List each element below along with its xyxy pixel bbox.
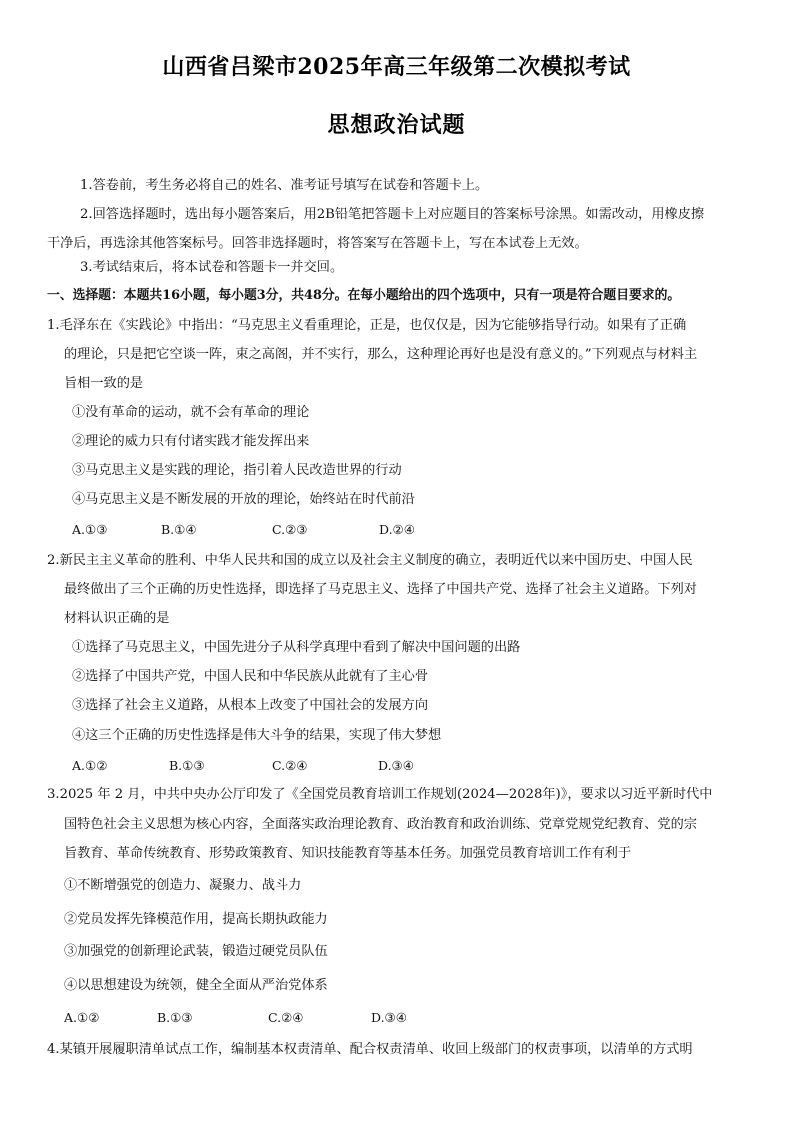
notice-line-2a: 2.回答选择题时，选出每小题答案后，用2B铅笔把答题卡上对应题目的答案标号涂黑。如需改动，用橡皮擦 xyxy=(80,207,705,222)
q2-statement-3: ③选择了社会主义道路，从根本上改变了中国社会的发展方向 xyxy=(72,698,429,713)
q2-stem-line-1: 2.新民主主义革命的胜利、中华人民共和国的成立以及社会主义制度的确立，表明近代以来中国历史、中国人民 xyxy=(47,553,693,568)
q2-option-c: C.②④ xyxy=(272,758,308,773)
q2-statement-1: ①选择了马克思主义，中国先进分子从科学真理中看到了解决中国问题的出路 xyxy=(72,640,521,655)
notice-line-1: 1.答卷前，考生务必将自己的姓名、准考证号填写在试卷和答题卡上。 xyxy=(80,178,489,193)
q2-option-d: D.③④ xyxy=(378,758,414,773)
q1-option-d: D.②④ xyxy=(379,522,415,537)
q1-statement-3: ③马克思主义是实践的理论，指引着人民改造世界的行动 xyxy=(72,463,402,478)
q1-option-a: A.①③ xyxy=(72,522,108,537)
section-heading: 一、选择题：本题共16小题，每小题3分，共48分。在每小题给出的四个选项中，只有一项是符合题目要求的。 xyxy=(47,288,681,303)
q1-statement-4: ④马克思主义是不断发展的开放的理论，始终站在时代前沿 xyxy=(72,492,415,507)
q1-stem-line-1: 1.毛泽东在《实践论》中指出：“马克思主义看重理论，正是，也仅仅是，因为它能够指导行动。如果有了正确 xyxy=(47,318,687,333)
notice-line-3: 3.考试结束后，将本试卷和答题卡一并交回。 xyxy=(80,260,344,275)
q2-stem-line-3: 材料认识正确的是 xyxy=(64,611,170,626)
q2-option-a: A.①② xyxy=(72,758,108,773)
q3-statement-4: ④以思想建设为统领，健全全面从严治党体系 xyxy=(64,978,328,993)
q1-statement-1: ①没有革命的运动，就不会有革命的理论 xyxy=(72,405,310,420)
q2-options xyxy=(0,757,793,775)
q3-option-c: C.②④ xyxy=(268,1010,304,1025)
q3-option-a: A.①② xyxy=(64,1010,100,1025)
q1-statement-2: ②理论的威力只有付诸实践才能发挥出来 xyxy=(72,434,310,449)
q1-option-b: B.①④ xyxy=(161,522,197,537)
q1-stem-line-3: 旨相一致的是 xyxy=(64,376,144,391)
q3-options xyxy=(0,1009,793,1027)
q2-option-b: B.①③ xyxy=(169,758,205,773)
q3-stem-line-2: 国特色社会主义思想为核心内容，全面落实政治理论教育、政治教育和政治训练、党章党规党纪教育、党的宗 xyxy=(64,817,697,832)
q2-statement-4: ④这三个正确的历史性选择是伟大斗争的结果，实现了伟大梦想 xyxy=(72,728,442,743)
q3-statement-2: ②党员发挥先锋模范作用，提高长期执政能力 xyxy=(64,912,328,927)
q2-statement-2: ②选择了中国共产党，中国人民和中华民族从此就有了主心骨 xyxy=(72,669,429,684)
q4-stem-line-1: 4.某镇开展履职清单试点工作，编制基本权责清单、配合权责清单、收回上级部门的权责事项，以清单的方式明 xyxy=(47,1042,693,1057)
notice-line-2b: 干净后，再选涂其他答案标号。回答非选择题时，将答案写在答题卡上，写在本试卷上无效。 xyxy=(47,236,588,251)
exam-title: 山西省吕梁市2025年高三年级第二次模拟考试 xyxy=(162,54,631,80)
subject-title: 思想政治试题 xyxy=(327,112,466,138)
q3-statement-3: ③加强党的创新理论武装，锻造过硬党员队伍 xyxy=(64,944,328,959)
q2-stem-line-2: 最终做出了三个正确的历史性选择，即选择了马克思主义、选择了中国共产党、选择了社会主义道路。下列对 xyxy=(64,582,697,597)
q1-option-c: C.②③ xyxy=(272,522,308,537)
q3-option-b: B.①③ xyxy=(157,1010,193,1025)
q1-stem-line-2: 的理论，只是把它空谈一阵，束之高阁，并不实行，那么，这种理论再好也是没有意义的。”下列观点与材料主 xyxy=(64,347,698,362)
q1-options xyxy=(0,521,793,539)
q3-stem-line-1: 3.2025 年 2 月，中共中央办公厅印发了《全国党员教育培训工作规划(2024—2028年)》，要求以习近平新时代中 xyxy=(47,787,713,802)
q3-option-d: D.③④ xyxy=(371,1010,407,1025)
q3-statement-1: ①不断增强党的创造力、凝聚力、战斗力 xyxy=(64,878,302,893)
q3-stem-line-3: 旨教育、革命传统教育、形势政策教育、知识技能教育等基本任务。加强党员教育培训工作有利于 xyxy=(64,846,632,861)
